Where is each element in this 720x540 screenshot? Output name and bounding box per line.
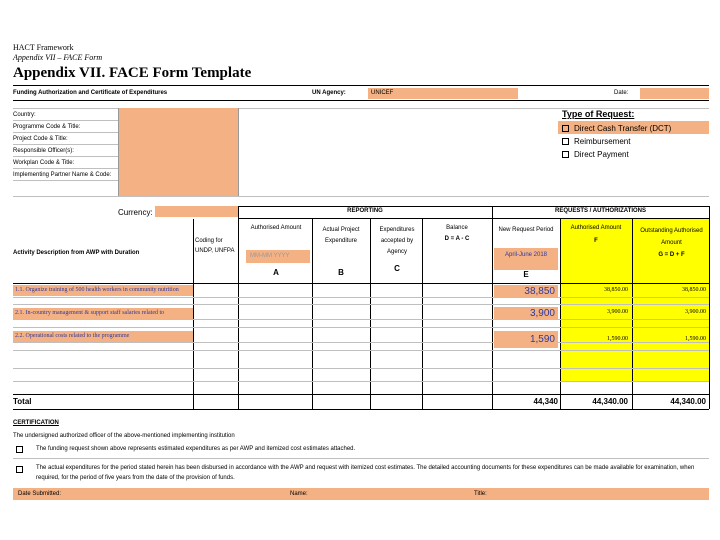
- checkbox-icon[interactable]: [562, 125, 569, 132]
- cert-item-1: The funding request shown above represents estimated expenditures as per AWP and itemized cost estimates attached.: [36, 446, 356, 452]
- title-label: Title:: [474, 491, 487, 497]
- cert-item-2: The actual expenditures for the period stated herein has been disbursed in accordance with the AWP and request with itemized cost estimates. The detailed accounting documents for these expenditures can be made available for examination, when required, for the period of five years from the date of the provision of funds.: [36, 465, 695, 481]
- total-g: 44,340.00: [670, 397, 706, 406]
- date-field[interactable]: [640, 88, 709, 99]
- request-option-label: Direct Payment: [574, 150, 629, 159]
- col-outstanding: Outstanding Authorised Amount: [640, 228, 703, 246]
- info-field-label: Responsible Officer(s):: [13, 148, 74, 154]
- date-submitted-label: Date Submitted:: [18, 491, 62, 497]
- request-option[interactable]: [562, 150, 629, 159]
- request-option-label: Reimbursement: [574, 137, 631, 146]
- info-fields-block[interactable]: [118, 108, 238, 196]
- info-field-label: Project Code & Title:: [13, 136, 68, 142]
- page-title: Appendix VII. FACE Form Template: [13, 65, 252, 81]
- total-e: 44,340: [533, 397, 558, 406]
- cert-checkbox-1[interactable]: [16, 446, 28, 453]
- requests-label: REQUESTS / AUTHORIZATIONS: [554, 208, 646, 214]
- request-e-row-3[interactable]: 1,590: [494, 331, 558, 348]
- letter-b: B: [338, 268, 344, 277]
- certification-title: CERTIFICATION: [13, 420, 59, 426]
- col-balance-formula: D = A - C: [444, 236, 470, 242]
- cert-checkbox-2[interactable]: [16, 466, 28, 473]
- coding-header: Coding for UNDP, UNFPA: [195, 238, 235, 254]
- col-accepted: Expenditures accepted by Agency: [379, 227, 415, 255]
- auth-f-row-1: 38,850.00: [604, 287, 628, 293]
- outstanding-g-row-2: 3,900.00: [685, 309, 706, 315]
- activity-row-2[interactable]: 2.1. In-country management & support staff salaries related to: [13, 308, 193, 319]
- framework-label: HACT Framework: [13, 43, 74, 52]
- letter-a: A: [273, 268, 279, 277]
- col-authorised: Authorised Amount: [250, 225, 302, 231]
- activity-row-3[interactable]: 2.2. Operational costs related to the programme: [13, 331, 193, 342]
- info-field-label: Programme Code & Title:: [13, 124, 81, 130]
- reporting-label: REPORTING: [347, 208, 383, 214]
- period-field[interactable]: April-June 2018: [494, 248, 558, 270]
- col-actual: Actual Project Expenditure: [322, 227, 360, 244]
- total-f: 44,340.00: [592, 397, 628, 406]
- info-field-label: Implementing Partner Name & Code:: [13, 172, 112, 178]
- funding-line: Funding Authorization and Certificate of Expenditures: [13, 90, 168, 96]
- request-e-row-2[interactable]: 3,900: [494, 307, 558, 320]
- checkbox-icon[interactable]: [562, 151, 569, 158]
- un-agency-label: UN Agency:: [312, 90, 346, 96]
- col-new-request: New Request Period: [498, 227, 554, 233]
- auth-f-row-2: 3,900.00: [607, 309, 628, 315]
- signature-row[interactable]: [13, 488, 709, 500]
- request-option-label: Direct Cash Transfer (DCT): [574, 124, 672, 133]
- un-agency-field[interactable]: UNICEF: [368, 88, 518, 99]
- info-field-label: Workplan Code & Title:: [13, 160, 75, 166]
- currency-label: Currency:: [118, 208, 153, 217]
- outstanding-g-row-3: 1,590.00: [685, 336, 706, 342]
- outstanding-g-row-1: 38,850.00: [682, 287, 706, 293]
- date-label: Date:: [614, 90, 629, 96]
- name-label: Name:: [290, 491, 308, 497]
- certification-intro: The undersigned authorized officer of the above-mentioned implementing institution: [13, 433, 235, 439]
- letter-c: C: [394, 264, 400, 273]
- checkbox-icon[interactable]: [562, 138, 569, 145]
- col-auth-f-letter: F: [594, 238, 598, 244]
- subtitle-label: Appendix VII – FACE Form: [13, 53, 103, 62]
- currency-field[interactable]: [155, 206, 238, 217]
- request-option[interactable]: [562, 124, 671, 133]
- col-balance: Balance: [446, 225, 468, 231]
- info-field-label: Country:: [13, 112, 36, 118]
- total-label: Total: [13, 397, 32, 406]
- col-auth-f: Authorised Amount: [570, 225, 622, 231]
- request-type-title: Type of Request:: [562, 109, 635, 119]
- col-outstanding-formula: G = D + F: [658, 252, 685, 258]
- activity-header: Activity Description from AWP with Duration: [13, 250, 140, 256]
- letter-e: E: [523, 270, 529, 279]
- activity-row-1[interactable]: 1.1. Organize training of 500 health workers in community nutrition: [13, 285, 193, 296]
- request-option[interactable]: [562, 137, 630, 146]
- date-range-field[interactable]: MM-MM YYYY: [246, 250, 310, 263]
- request-e-row-1[interactable]: 38,850: [494, 285, 558, 297]
- auth-f-row-3: 1,590.00: [607, 336, 628, 342]
